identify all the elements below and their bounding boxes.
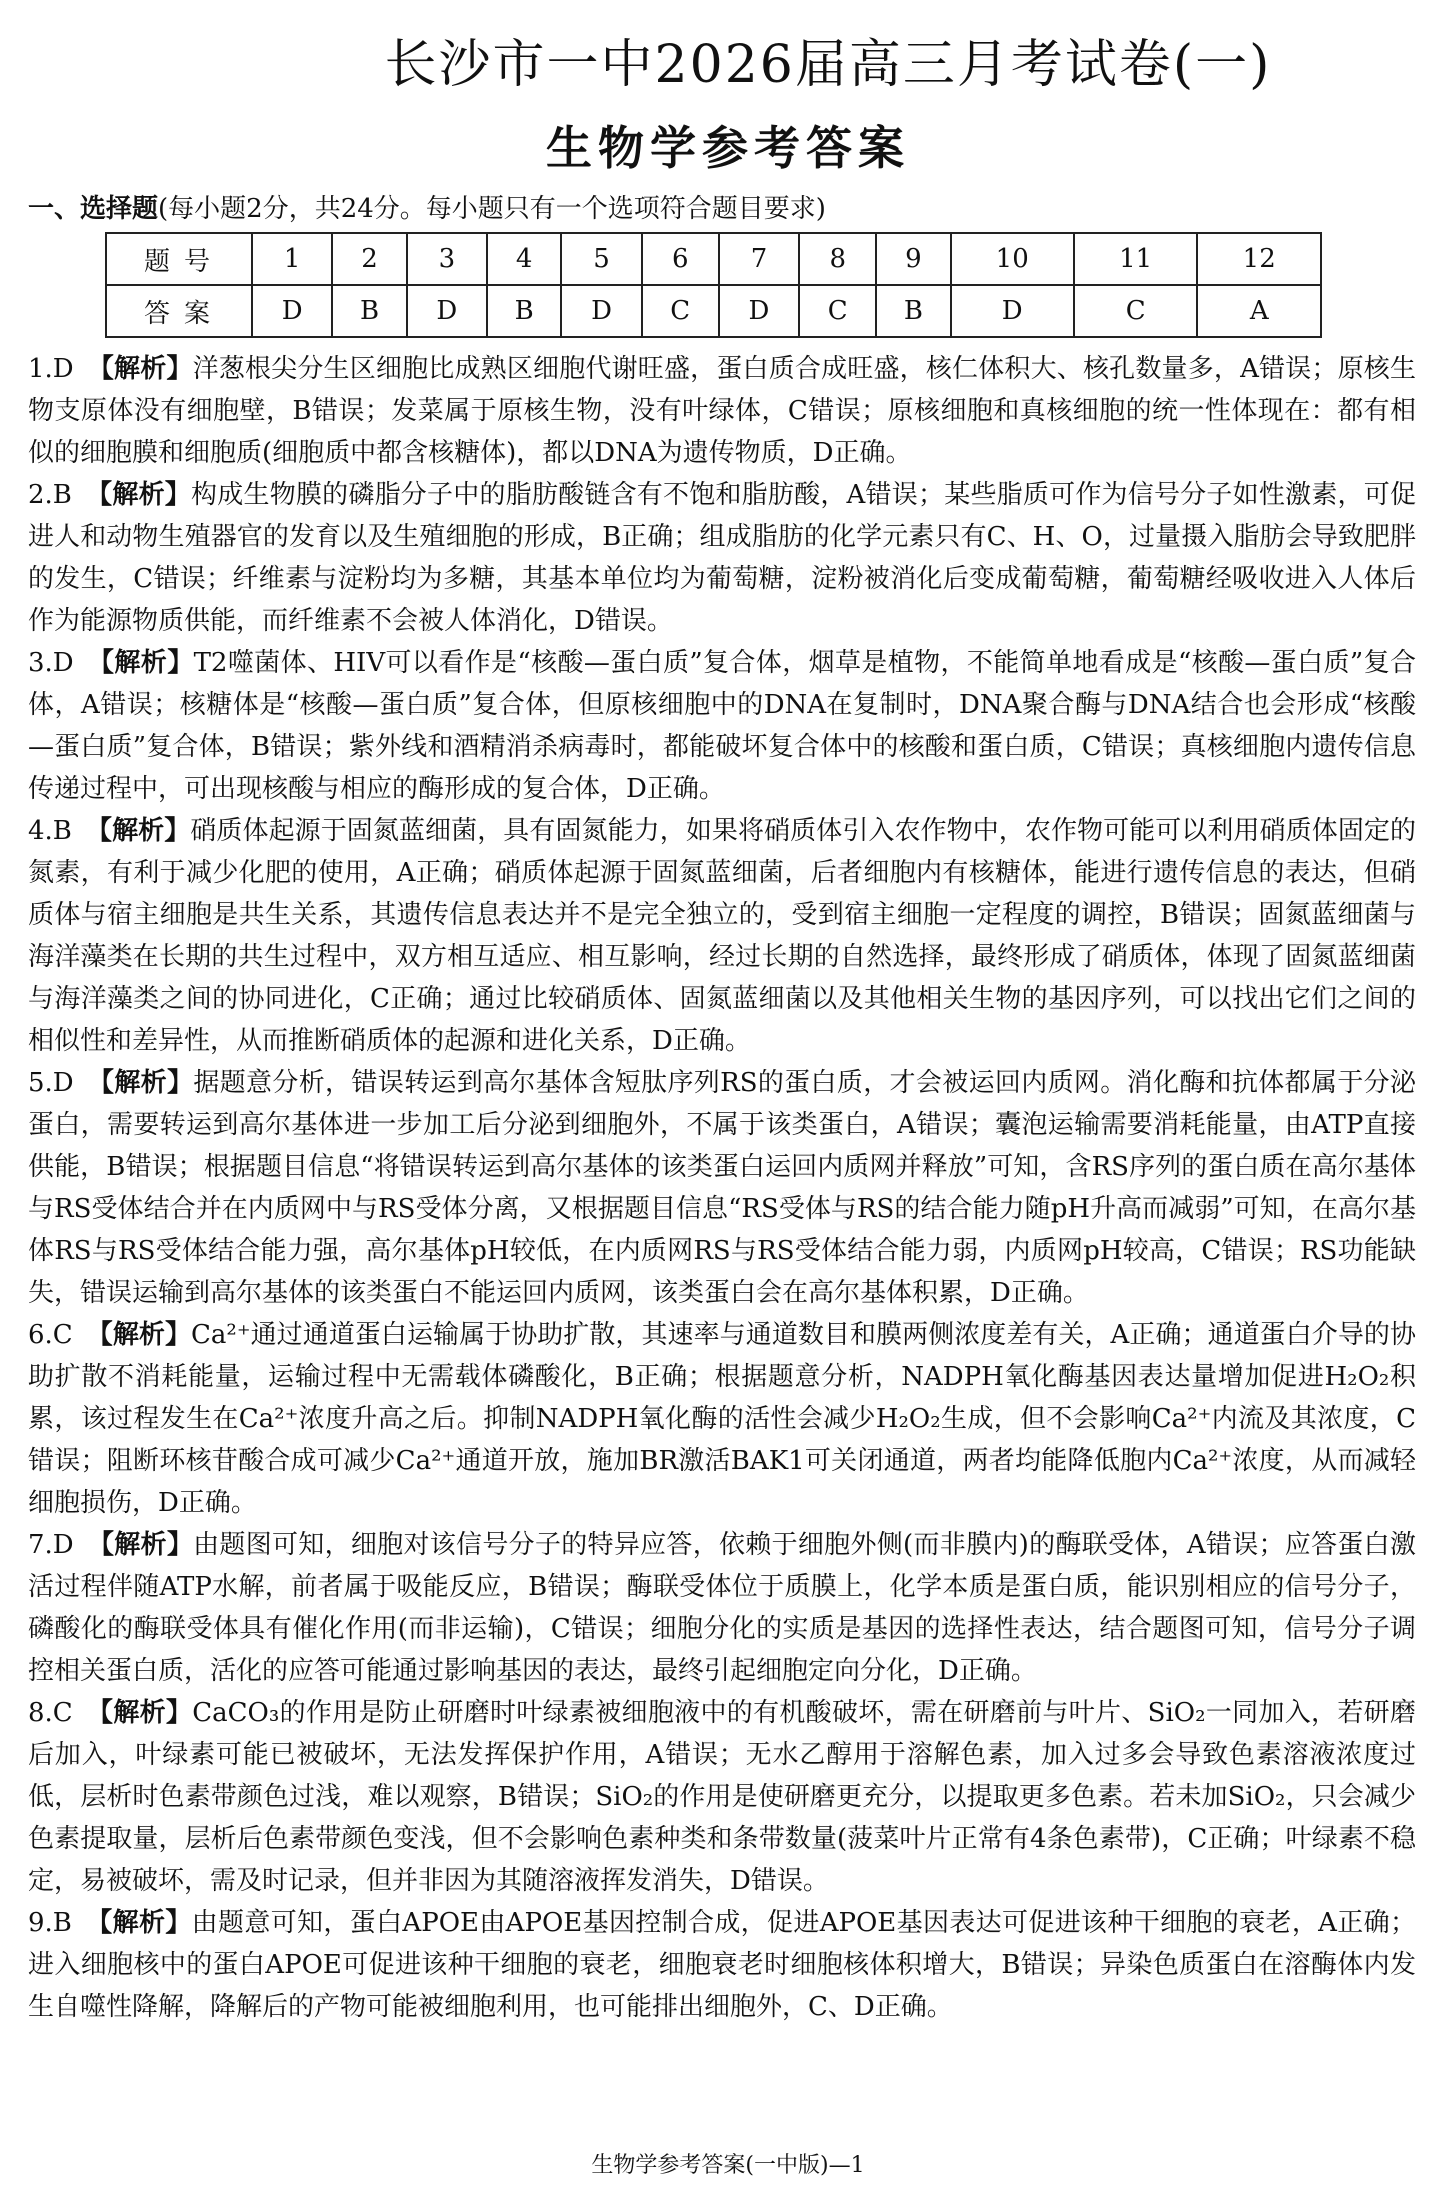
question-number: 3 — [407, 233, 487, 285]
answer-cell: D — [719, 285, 799, 337]
document-title: 生物学参考答案 — [546, 121, 910, 175]
question-number: 9 — [876, 233, 950, 285]
question-number: 2 — [332, 233, 406, 285]
analysis-tag: 【解析】 — [87, 648, 194, 678]
explanations — [28, 348, 1416, 2028]
explanation-item — [28, 1314, 1416, 1524]
item-number: 3.D — [28, 648, 74, 678]
answer-cell: B — [876, 285, 950, 337]
item-text: 据题意分析，错误转运到高尔基体含短肽序列RS的蛋白质，才会被运回内质网。消化酶和抗体都属于分泌蛋白，需要转运到高尔基体进一步加工后分泌到细胞外，不属于该类蛋白，A错误；囊泡运输需要消耗能量，由ATP直接供能，B错误；根据题目信息“将错误转运到高尔基体的该类蛋白运回内质网并释放”可知，含RS序列的蛋白质在高尔基体与RS受体结合并在内质网中与RS受体分离，又根据题目信息“RS受体与RS的结合能力随pH升高而减弱”可知，在高尔基体RS与RS受体结合能力强，高尔基体pH较低，在内质网RS与RS受体结合能力弱，内质网pH较高，C错误；RS功能缺失，错误运输到高尔基体的该类蛋白不能运回内质网，该类蛋白会在高尔基体积累，D正确。 — [28, 1068, 1416, 1308]
question-number: 7 — [719, 233, 799, 285]
answer-cell: D — [252, 285, 332, 337]
question-number: 6 — [642, 233, 719, 285]
answer-table — [105, 232, 1322, 338]
analysis-tag: 【解析】 — [86, 1320, 191, 1350]
item-number: 4.B — [28, 816, 72, 846]
item-text: T2噬菌体、HIV可以看作是“核酸—蛋白质”复合体，烟草是植物，不能简单地看成是“核酸—蛋白质”复合体，A错误；核糖体是“核酸—蛋白质”复合体，但原核细胞中的DNA在复制时，DNA聚合酶与DNA结合也会形成“核酸—蛋白质”复合体，B错误；紫外线和酒精消杀病毒时，都能破坏复合体中的核酸和蛋白质，C错误；真核细胞内遗传信息传递过程中，可出现核酸与相应的酶形成的复合体，D正确。 — [28, 648, 1416, 804]
item-text: 由题意可知，蛋白APOE由APOE基因控制合成，促进APOE基因表达可促进该种干细胞的衰老，A正确；进入细胞核中的蛋白APOE可促进该种干细胞的衰老，细胞衰老时细胞核体积增大，B错误；异染色质蛋白在溶酶体内发生自噬性降解，降解后的产物可能被细胞利用，也可能排出细胞外，C、D正确。 — [28, 1908, 1416, 2022]
question-number: 1 — [252, 233, 332, 285]
question-number: 8 — [799, 233, 876, 285]
item-number: 2.B — [28, 480, 72, 510]
section-heading — [28, 188, 826, 225]
explanation-item — [28, 810, 1416, 1062]
item-number: 8.C — [28, 1698, 73, 1728]
answer-cell: C — [799, 285, 876, 337]
item-text: Ca²⁺通过通道蛋白运输属于协助扩散，其速率与通道数目和膜两侧浓度差有关，A正确；通道蛋白介导的协助扩散不消耗能量，运输过程中无需载体磷酸化，B正确；根据题意分析，NADPH氧化酶基因表达量增加促进H₂O₂积累，该过程发生在Ca²⁺浓度升高之后。抑制NADPH氧化酶的活性会减少H₂O₂生成，但不会影响Ca²⁺内流及其浓度，C错误；阻断环核苷酸合成可减少Ca²⁺通道开放，施加BR激活BAK1可关闭通道，两者均能降低胞内Ca²⁺浓度，从而减轻细胞损伤，D正确。 — [28, 1320, 1416, 1518]
answer-cell: B — [332, 285, 406, 337]
item-number: 5.D — [28, 1068, 74, 1098]
answer-cell: D — [561, 285, 641, 337]
question-number: 4 — [487, 233, 561, 285]
answer-cell: A — [1197, 285, 1321, 337]
item-text: 构成生物膜的磷脂分子中的脂肪酸链含有不饱和脂肪酸，A错误；某些脂质可作为信号分子如性激素，可促进人和动物生殖器官的发育以及生殖细胞的形成，B正确；组成脂肪的化学元素只有C、H、O，过量摄入脂肪会导致肥胖的发生，C错误；纤维素与淀粉均为多糖，其基本单位均为葡萄糖，淀粉被消化后变成葡萄糖，葡萄糖经吸收进入人体后作为能源物质供能，而纤维素不会被人体消化，D错误。 — [28, 480, 1416, 636]
answer-table-number-row — [106, 233, 1321, 285]
analysis-tag: 【解析】 — [85, 480, 192, 510]
section-heading-label: 一、选择题 — [28, 194, 159, 224]
analysis-tag: 【解析】 — [87, 354, 193, 384]
item-text: 由题图可知，细胞对该信号分子的特异应答，依赖于细胞外侧(而非膜内)的酶联受体，A错误；应答蛋白激活过程伴随ATP水解，前者属于吸能反应，B错误；酶联受体位于质膜上，化学本质是蛋白质，能识别相应的信号分子，磷酸化的酶联受体具有催化作用(而非运输)，C错误；细胞分化的实质是基因的选择性表达，结合题图可知，信号分子调控相关蛋白质，活化的应答可能通过影响基因的表达，最终引起细胞定向分化，D正确。 — [28, 1530, 1416, 1686]
explanation-item — [28, 1902, 1416, 2028]
item-number: 6.C — [28, 1320, 73, 1350]
question-number: 10 — [951, 233, 1074, 285]
item-text: CaCO₃的作用是防止研磨时叶绿素被细胞液中的有机酸破坏，需在研磨前与叶片、SiO₂一同加入，若研磨后加入，叶绿素可能已被破坏，无法发挥保护作用，A错误；无水乙醇用于溶解色素，加入过多会导致色素溶液浓度过低，层析时色素带颜色过浅，难以观察，B错误；SiO₂的作用是使研磨更充分，以提取更多色素。若未加SiO₂，只会减少色素提取量，层析后色素带颜色变浅，但不会影响色素种类和条带数量(菠菜叶片正常有4条色素带)，C正确；叶绿素不稳定，易被破坏，需及时记录，但并非因为其随溶液挥发消失，D错误。 — [28, 1698, 1416, 1896]
item-number: 9.B — [28, 1908, 72, 1938]
item-number: 1.D — [28, 354, 74, 384]
explanation-item — [28, 348, 1416, 474]
question-number: 12 — [1197, 233, 1321, 285]
answer-cell: D — [951, 285, 1074, 337]
exam-title: 长沙市一中2026届高三月考试卷(一) — [384, 35, 1272, 95]
number-row-label: 题号 — [106, 233, 252, 285]
explanation-item — [28, 1692, 1416, 1902]
analysis-tag: 【解析】 — [85, 816, 191, 846]
question-number: 5 — [561, 233, 641, 285]
answer-cell: C — [642, 285, 719, 337]
explanation-item — [28, 1062, 1416, 1314]
item-number: 7.D — [28, 1530, 74, 1560]
section-heading-note: (每小题2分，共24分。每小题只有一个选项符合题目要求) — [158, 194, 826, 224]
explanation-item — [28, 474, 1416, 642]
analysis-tag: 【解析】 — [87, 1530, 194, 1560]
page-footer: 生物学参考答案(一中版)—1 — [591, 2153, 865, 2178]
answer-row-label: 答案 — [106, 285, 252, 337]
answer-cell: D — [407, 285, 487, 337]
item-text: 硝质体起源于固氮蓝细菌，具有固氮能力，如果将硝质体引入农作物中，农作物可能可以利用硝质体固定的氮素，有利于减少化肥的使用，A正确；硝质体起源于固氮蓝细菌，后者细胞内有核糖体，能进行遗传信息的表达，但硝质体与宿主细胞是共生关系，其遗传信息表达并不是完全独立的，受到宿主细胞一定程度的调控，B错误；固氮蓝细菌与海洋藻类在长期的共生过程中，双方相互适应、相互影响，经过长期的自然选择，最终形成了硝质体，体现了固氮蓝细菌与海洋藻类之间的协同进化，C正确；通过比较硝质体、固氮蓝细菌以及其他相关生物的基因序列，可以找出它们之间的相似性和差异性，从而推断硝质体的起源和进化关系，D正确。 — [28, 816, 1416, 1056]
answer-cell: B — [487, 285, 561, 337]
analysis-tag: 【解析】 — [85, 1908, 192, 1938]
item-text: 洋葱根尖分生区细胞比成熟区细胞代谢旺盛，蛋白质合成旺盛，核仁体积大、核孔数量多，A错误；原核生物支原体没有细胞壁，B错误；发菜属于原核生物，没有叶绿体，C错误；原核细胞和真核细胞的统一性体现在：都有相似的细胞膜和细胞质(细胞质中都含核糖体)，都以DNA为遗传物质，D正确。 — [28, 354, 1416, 468]
explanation-item — [28, 1524, 1416, 1692]
question-number: 11 — [1074, 233, 1197, 285]
explanation-item — [28, 642, 1416, 810]
answer-table-answer-row — [106, 285, 1321, 337]
answer-cell: C — [1074, 285, 1197, 337]
analysis-tag: 【解析】 — [86, 1698, 193, 1728]
analysis-tag: 【解析】 — [87, 1068, 194, 1098]
